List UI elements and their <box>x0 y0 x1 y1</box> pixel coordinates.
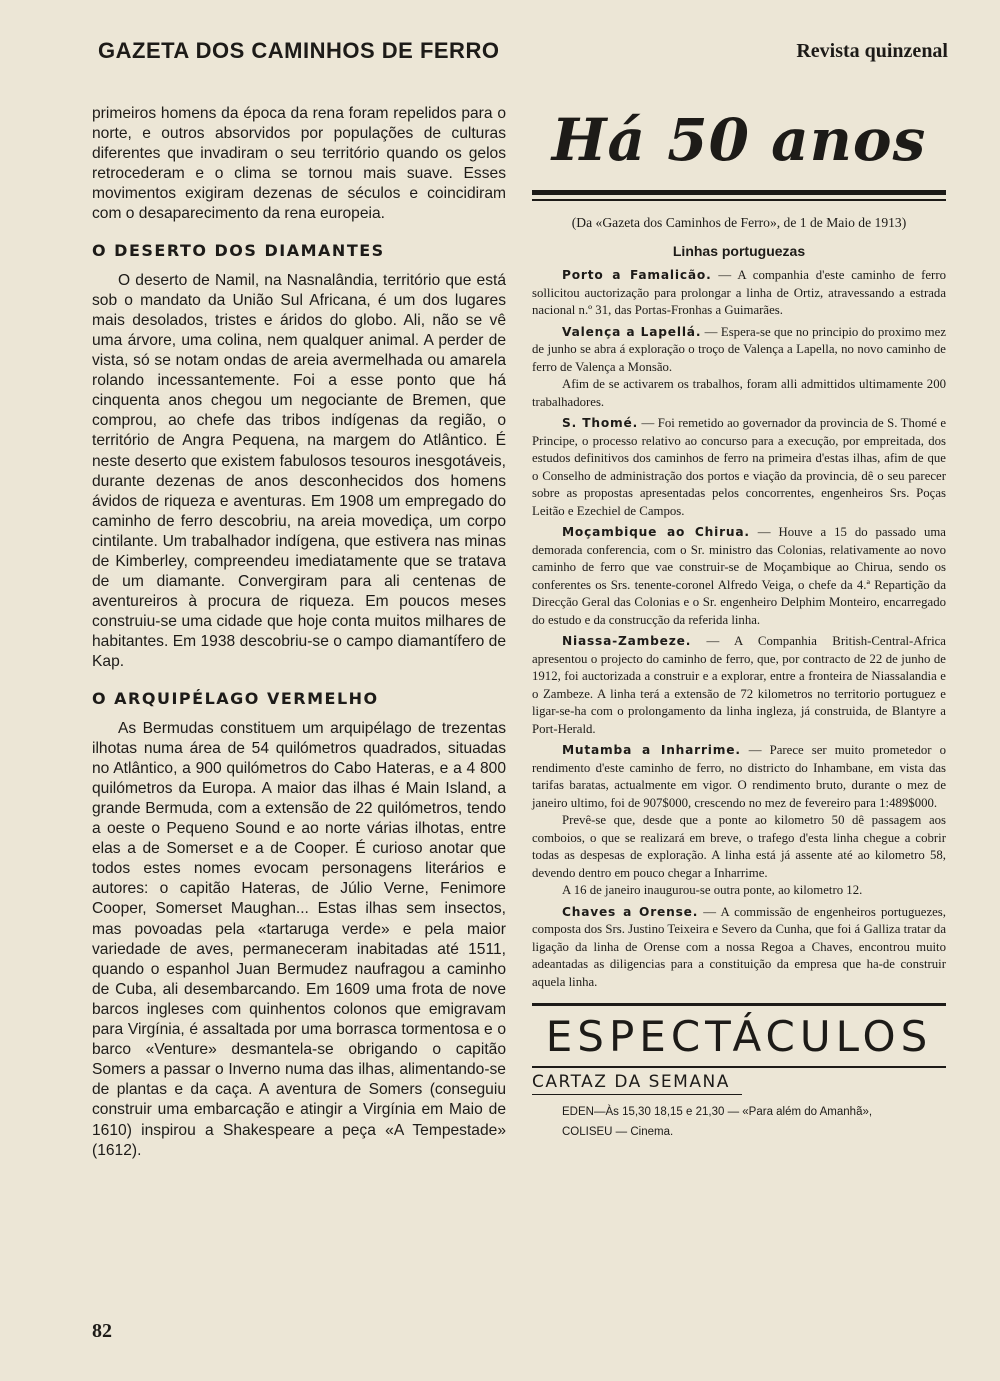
news-item <box>532 524 946 629</box>
section-text-diamonds: O deserto de Namil, na Nasnalândia, território que está sob o mandato da União Sul Africana, é um dos lugares mais desolados, tristes e áridos do globo. Ali, não se vê uma árvore, uma colina, nem qualquer animal. A perder de vista, só se notam ondas de areia avermelhada ou amarela rolando incessantemente. Foi a esse ponto que há cinquenta anos chegou um negociante de Bremen, que comprou, ao chefe das tribos indígenas da região, o território de Angra Pequena, na margem do Atlântico. É neste deserto que existem fabulosos tesouros inesgotáveis, durante dezenas de anos desconhecidos dos homens ávidos de riqueza e aventuras. Em 1908 um empregado do caminho de ferro descobriu, na areia movediça, um corpo cintilante. Um trabalhador indígena, que estivera nas minas de Kimberley, compreendeu imediatamente que se tratava de um diamante. Convergiram para ali centenas de aventureiros à procura de riqueza. Em poucos meses construiu-se uma cidade que hoje conta muitos milhares de habitantes. Em 1938 descobriu-se o campo diamantífero de Kap. <box>92 271 506 671</box>
section-title-linhas: Linhas portuguezas <box>672 243 806 259</box>
masthead-rule-thick <box>532 190 946 195</box>
item-lead: Moçambique ao Chirua. <box>562 525 750 539</box>
item-extra: Prevê-se que, desde que a ponte ao kilometro 50 dê passagem aos comboios, o que se realizará em breve, o trafego d'esta linha chegue a cobrir todas as despesas de exploração. A linha está já assente até ao kilometro 58, devendo dentro em pouco chegar a Inharrime. <box>532 813 946 880</box>
item-text: — A commissão de engenheiros portuguezes, composta dos Srs. Justino Teixeira e Severo da Cunha, que foi á Galliza tratar da ligação da linha de Orense com a nossa Regoa a Chaves, encontrou muito adeantadas as diligencias para a constituição da empresa que ha-de construir aquela linha. <box>532 904 946 989</box>
news-item <box>532 267 946 320</box>
item-text: — Espera-se que no principio do proximo mez de junho se abra á exploração o troço de Valença a Lapella, no novo caminho de ferro de Valença a Monsão. <box>532 324 946 374</box>
item-text: — Foi remetido ao governador da provincia de S. Thomé e Principe, o processo relativo ao concurso para a execução, por empreitada, dos estudos definitivos dos caminhos de ferro na primeira d'estas ilhas, afim de que o Conselho de administração dos portos e viação da provincia, dê o seu parecer sobre as propostas apresentadas pelos concorrentes, engenheiros Srs. Poças Leitão e Ezechiel de Campos. <box>532 416 946 518</box>
item-text: — A Companhia British-Central-Africa apresentou o projecto do caminho de ferro, que, por contracto de 22 de junho de 1912, foi auctorizada a construir e a explorar, entre a fronteira de Niassalandia e o Zambeze. A linha terá a extensão de 72 kilometros no territorio portuguez e ligar-se-ha com o prolongamento da linha ingleza, já construida, de Blantyre a Port-Herald. <box>532 634 946 736</box>
publication-subtitle: Revista quinzenal <box>796 40 948 62</box>
show-listing: COLISEU — Cinema. <box>562 1126 674 1138</box>
source-note: (Da «Gazeta dos Caminhos de Ferro», de 1 de Maio de 1913) <box>571 215 907 230</box>
show-listing: EDEN—Às 15,30 18,15 e 21,30 — «Para além do Amanhã», <box>562 1106 873 1118</box>
left-column <box>92 104 506 1161</box>
item-text: — A companhia d'este caminho de ferro sollicitou auctorização para prolongar a linha de Ortiz, atravessando a estrada nacional n.º 31, das Portas-Fronhas a Guimarães. <box>532 268 946 317</box>
espectaculos-subtitle: CARTAZ DA SEMANA <box>532 1072 730 1092</box>
page-number: 82 <box>92 1320 112 1342</box>
section-text-archipelago: As Bermudas constituem um arquipélago de trezentas ilhotas numa área de 54 quilómetros quadrados, situadas no Atlântico, a 900 quilómetros do Cabo Hateras, e a 4 800 quilómetros da Europa. A maior das ilhas é Main Island, a grande Bermuda, com a extensão de 22 quilómetros, tendo a oeste o Pequeno Sound e ao norte várias ilhotas, entre elas a de Somerset e a de Cooper. É curioso anotar que todos estes nomes evocam personagens literários e autores: o capitão Hateras, de Júlio Verne, Fenimore Cooper, Somerset Maughan... Estas ilhas sem insectos, mas povoadas pela «tartaruga verde» e pela maior variedade de aves, permaneceram inabitadas até 1511, quando o espanhol Juan Bermudez naufragou a caminho de Cuba, ali desembarcando. Em 1609 uma frota de nove barcos ingleses com quinhentos colonos que emigravam para Virgínia, é assaltada por uma borrasca tormentosa e o barco «Venture» desmantela-se obrigando o capitão Somers a passar o Inverno numa das ilhas, alimentando-se de plantas e da caça. A aventura de Somers (conseguiu construir uma embarcação e atingir a Virgínia em Maio de 1610) inspirou a Shakespeare a peça «A Tempestade» (1612). <box>92 719 506 1159</box>
item-lead: Niassa-Zambeze. <box>562 634 692 648</box>
espectaculos-bottom-rule <box>532 1066 946 1068</box>
item-text: — Houve a 15 do passado uma demorada conferencia, com o Sr. ministro das Colonias, relativamente ao novo caminho de ferro que vae construir-se de Moçambique ao Chirua, sendo os conferentes os Srs. tenente-coronel Alfredo Veiga, o chefe da 4.ª Repartição da Direcção Geral das Colonias e o Sr. engenheiro Delphim Monteiro, encarregado do estudo e da construcção da referida linha. <box>532 525 946 627</box>
item-text: — Parece ser muito prometedor o rendimento d'este caminho de ferro, no districto do Inhambane, em vista das tarifas baratas, actualmente em vigor. O rendimento bruto, durante o mez de janeiro ultimo, foi de 907$000, crescendo no mez de fevereiro para 1:489$000. <box>532 743 946 810</box>
right-column <box>532 104 946 1143</box>
masthead-rule-thin <box>532 199 946 201</box>
espectaculos-title: ESPECTÁCULOS <box>545 1012 933 1061</box>
item-extra: Afim de se activarem os trabalhos, foram alli admittidos ultimamente 200 trabalhadores. <box>532 377 946 409</box>
item-lead: Porto a Famalicão. <box>562 268 712 282</box>
item-lead: Valença a Lapellá. <box>562 324 702 339</box>
item-lead: S. Thomé. <box>562 416 639 430</box>
news-item <box>532 324 946 412</box>
column-masthead: Há 50 anos <box>551 106 927 174</box>
espectaculos-top-rule <box>532 1003 946 1006</box>
news-item <box>532 904 946 992</box>
item-extra: A 16 de janeiro inaugurou-se outra ponte, ao kilometro 12. <box>562 883 863 897</box>
news-item <box>532 633 946 738</box>
subtitle-underline <box>532 1094 742 1095</box>
intro-paragraph: primeiros homens da época da rena foram repelidos para o norte, e outros absorvidos por populações de culturas diferentes que invadiram o seu território quando os gelos retrocederam e o clima se tornou mais suave. Esses movimentos exigiram dezenas de séculos e coincidiram com o desaparecimento da rena europeia. <box>92 105 506 223</box>
news-item <box>532 415 946 520</box>
item-lead: Chaves a Orense. <box>562 904 699 919</box>
item-lead: Mutamba a Inharrime. <box>562 743 741 757</box>
news-item <box>532 742 946 900</box>
section-heading-archipelago: O ARQUIPÉLAGO VERMELHO <box>92 688 379 708</box>
publication-title: GAZETA DOS CAMINHOS DE FERRO <box>98 38 500 63</box>
section-heading-diamonds: O DESERTO DOS DIAMANTES <box>92 240 385 260</box>
